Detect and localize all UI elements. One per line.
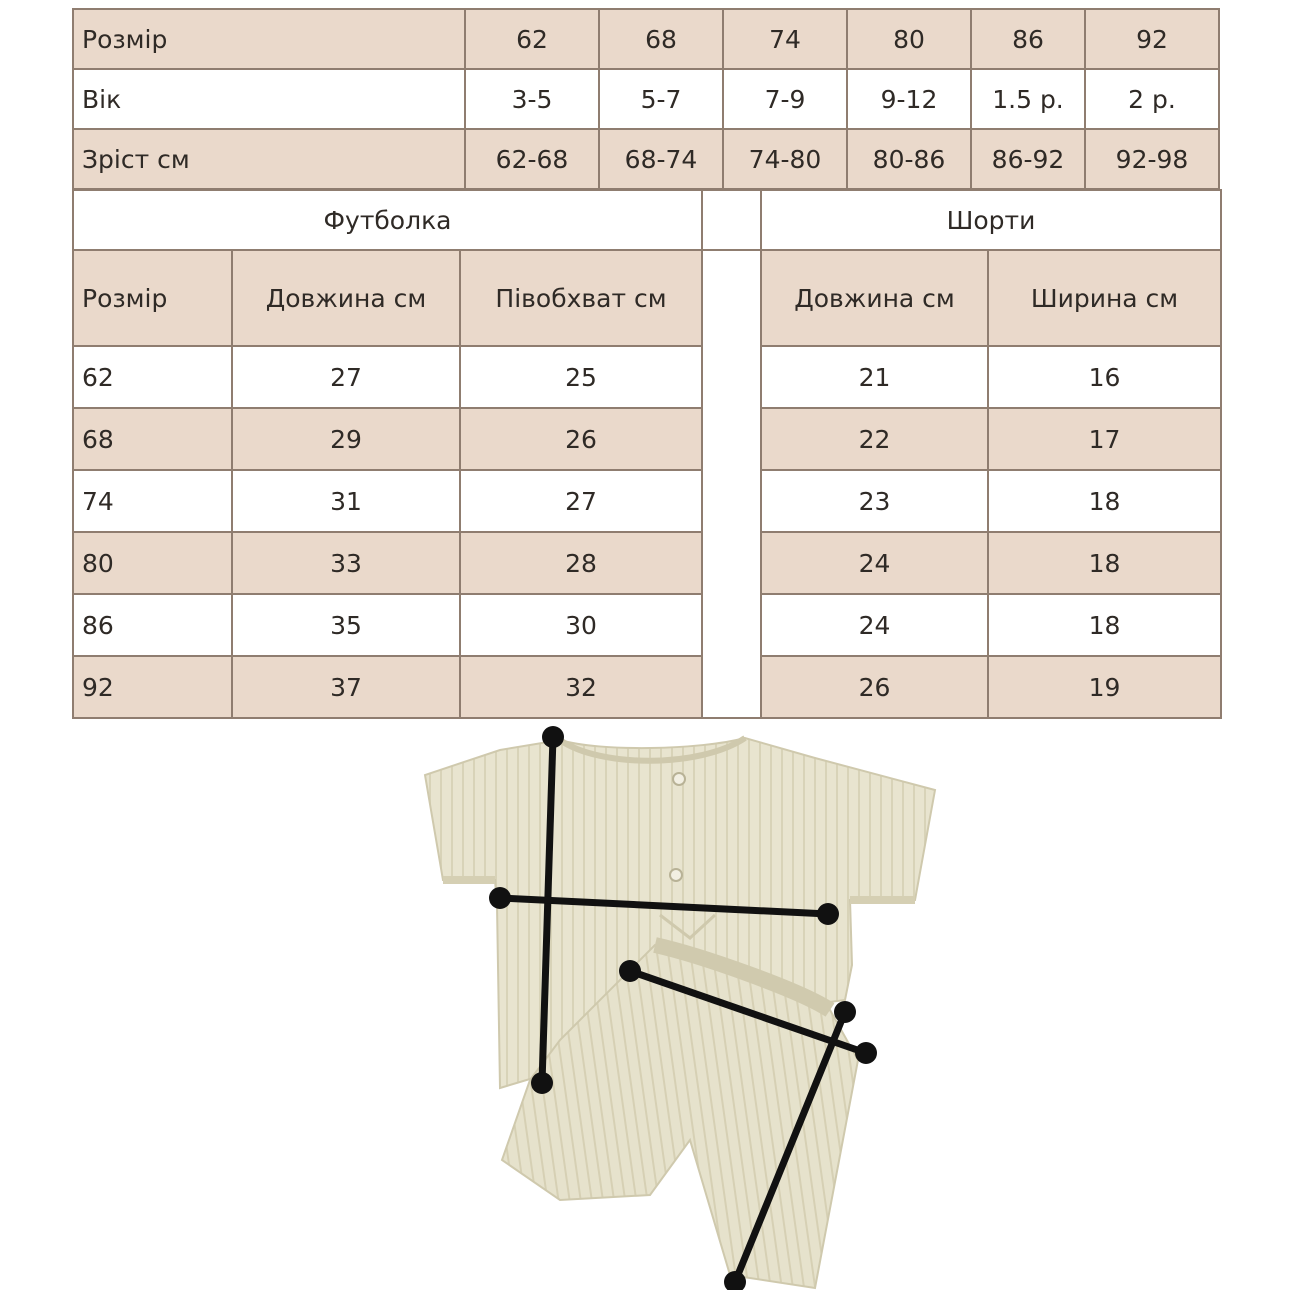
age-cell: 9-12	[847, 69, 971, 129]
tshirt-title: Футболка	[73, 190, 702, 250]
tshirt-half-chest-cell: 32	[460, 656, 702, 718]
tshirt-length-cell: 27	[232, 346, 460, 408]
garment-measurements-table	[72, 189, 1222, 719]
row-size: 92	[73, 656, 232, 718]
section-title-row	[73, 190, 1221, 250]
garment-illustration	[400, 720, 960, 1290]
row-size: 80	[73, 532, 232, 594]
marker-dot-icon	[817, 903, 839, 925]
age-cell: 3-5	[465, 69, 599, 129]
row-size: 68	[73, 408, 232, 470]
tshirt-length-cell: 33	[232, 532, 460, 594]
tshirt-half-chest-cell: 30	[460, 594, 702, 656]
size-age-height-table	[72, 8, 1220, 190]
tshirt-length-cell: 29	[232, 408, 460, 470]
header-tshirt-half-chest: Півобхват см	[460, 250, 702, 346]
tshirt-half-chest-cell: 28	[460, 532, 702, 594]
height-cell: 62-68	[465, 129, 599, 189]
height-label: Зріст см	[73, 129, 465, 189]
shorts-length-cell: 23	[761, 470, 988, 532]
header-size: Розмір	[73, 250, 232, 346]
table-row	[73, 594, 1221, 656]
height-cell: 92-98	[1085, 129, 1219, 189]
marker-dot-icon	[619, 960, 641, 982]
age-cell: 5-7	[599, 69, 723, 129]
shorts-length-cell: 24	[761, 532, 988, 594]
header-shorts-length: Довжина см	[761, 250, 988, 346]
shorts-width-cell: 18	[988, 532, 1221, 594]
shorts-title: Шорти	[761, 190, 1221, 250]
button-icon	[673, 773, 685, 785]
shorts-width-cell: 18	[988, 470, 1221, 532]
row-size: 74	[73, 470, 232, 532]
size-cell: 92	[1085, 9, 1219, 69]
shorts-width-cell: 18	[988, 594, 1221, 656]
button-icon	[670, 869, 682, 881]
table-row	[73, 346, 1221, 408]
age-cell: 7-9	[723, 69, 847, 129]
age-row	[73, 69, 1219, 129]
tshirt-length-cell: 31	[232, 470, 460, 532]
header-shorts-width: Ширина см	[988, 250, 1221, 346]
tshirt-half-chest-cell: 26	[460, 408, 702, 470]
tshirt-length-cell: 37	[232, 656, 460, 718]
column-gap	[702, 250, 761, 718]
shorts-length-cell: 24	[761, 594, 988, 656]
size-cell: 80	[847, 9, 971, 69]
size-label: Розмір	[73, 9, 465, 69]
shorts-width-cell: 17	[988, 408, 1221, 470]
height-cell: 68-74	[599, 129, 723, 189]
tshirt-half-chest-cell: 25	[460, 346, 702, 408]
table-row	[73, 408, 1221, 470]
height-cell: 80-86	[847, 129, 971, 189]
marker-dot-icon	[531, 1072, 553, 1094]
shorts-length-cell: 26	[761, 656, 988, 718]
age-label: Вік	[73, 69, 465, 129]
row-size: 62	[73, 346, 232, 408]
age-cell: 1.5 р.	[971, 69, 1085, 129]
marker-dot-icon	[834, 1001, 856, 1023]
shorts-width-cell: 16	[988, 346, 1221, 408]
marker-dot-icon	[542, 726, 564, 748]
size-row	[73, 9, 1219, 69]
table-row	[73, 656, 1221, 718]
header-row	[73, 250, 1221, 346]
size-cell: 74	[723, 9, 847, 69]
column-gap	[702, 190, 761, 250]
shorts-width-cell: 19	[988, 656, 1221, 718]
size-cell: 68	[599, 9, 723, 69]
height-row	[73, 129, 1219, 189]
size-cell: 86	[971, 9, 1085, 69]
table-row	[73, 470, 1221, 532]
tshirt-half-chest-cell: 27	[460, 470, 702, 532]
header-tshirt-length: Довжина см	[232, 250, 460, 346]
marker-dot-icon	[855, 1042, 877, 1064]
height-cell: 74-80	[723, 129, 847, 189]
tshirt-length-cell: 35	[232, 594, 460, 656]
row-size: 86	[73, 594, 232, 656]
age-cell: 2 р.	[1085, 69, 1219, 129]
shorts-length-cell: 21	[761, 346, 988, 408]
marker-dot-icon	[489, 887, 511, 909]
shorts-length-cell: 22	[761, 408, 988, 470]
size-cell: 62	[465, 9, 599, 69]
table-row	[73, 532, 1221, 594]
height-cell: 86-92	[971, 129, 1085, 189]
